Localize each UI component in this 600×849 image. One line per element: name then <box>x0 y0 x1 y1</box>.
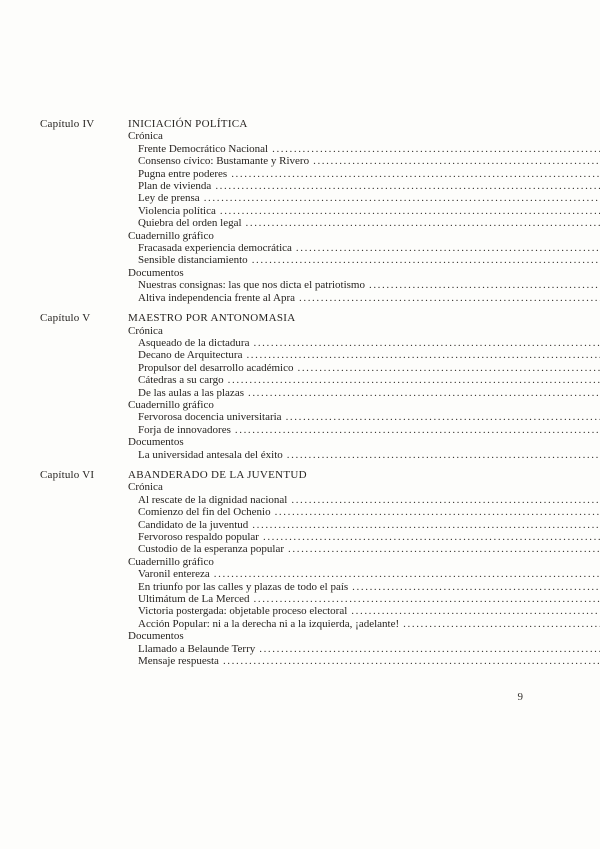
toc-chapter <box>40 312 524 461</box>
dot-leader <box>204 192 600 204</box>
dot-leader <box>223 655 600 667</box>
dot-leader <box>313 155 600 167</box>
chapter-label: Capítulo IV <box>40 118 95 130</box>
entry-title: Forja de innovadores <box>138 423 231 436</box>
section-heading: Cuadernillo gráfico <box>128 398 214 411</box>
dot-leader <box>288 543 600 555</box>
entry-title: Comienzo del fin del Ochenio <box>138 506 271 519</box>
entry-title: Varonil entereza <box>138 568 210 581</box>
toc-entry <box>128 593 600 605</box>
dot-leader <box>351 605 600 617</box>
dot-leader <box>246 217 600 229</box>
dot-leader <box>299 292 600 304</box>
entry-title: Altiva independencia frente al Apra <box>138 291 295 304</box>
toc-entry <box>128 254 600 266</box>
section-heading: Crónica <box>128 130 163 143</box>
dot-leader <box>286 411 600 423</box>
dot-leader <box>254 593 600 605</box>
entry-title: Quiebra del orden legal <box>138 217 242 230</box>
entry-title: La universidad antesala del éxito <box>138 448 283 461</box>
toc-entry <box>128 411 600 423</box>
chapter-label: Capítulo VI <box>40 468 95 481</box>
entry-title: De las aulas a las plazas <box>138 386 244 399</box>
toc-entry <box>128 519 600 531</box>
table-of-contents <box>40 118 524 667</box>
section-heading: Cuadernillo gráfico <box>128 229 214 242</box>
toc-entry <box>128 349 600 361</box>
dot-leader <box>275 506 600 518</box>
entry-title: Ultimátum de La Merced <box>138 593 250 606</box>
toc-entry <box>128 205 600 217</box>
dot-leader <box>291 494 600 506</box>
toc-entry <box>128 292 600 304</box>
dot-leader <box>263 531 600 543</box>
chapter-title: MAESTRO POR ANTONOMASIA <box>128 312 296 325</box>
dot-leader <box>369 279 600 291</box>
entry-title: Consenso cívico: Bustamante y Rivero <box>138 155 310 168</box>
dot-leader <box>287 449 600 461</box>
toc-entry <box>128 180 600 192</box>
chapter-title: INICIACIÓN POLÍTICA <box>128 118 248 130</box>
dot-leader <box>215 180 600 192</box>
toc-entry <box>128 531 600 543</box>
entry-title: Sensible distanciamiento <box>138 254 248 267</box>
section-heading: Crónica <box>128 324 163 337</box>
dot-leader <box>403 618 600 630</box>
section-heading: Cuadernillo gráfico <box>128 555 214 568</box>
toc-entry <box>128 217 600 229</box>
toc-entry <box>128 506 600 518</box>
chapter-content <box>128 469 600 668</box>
dot-leader <box>297 362 600 374</box>
dot-leader <box>220 205 600 217</box>
section-heading: Documentos <box>128 266 184 279</box>
section-heading: Documentos <box>128 630 184 643</box>
entry-title: Mensaje respuesta <box>138 655 219 668</box>
toc-entry <box>128 605 600 617</box>
entry-title: Acción Popular: ni a la derecha ni a la izquierda, ¡adelante! <box>138 617 400 630</box>
toc-entry <box>128 155 600 167</box>
dot-leader <box>246 349 600 361</box>
dot-leader <box>214 568 600 580</box>
entry-title: Violencia política <box>138 204 216 217</box>
toc-entry <box>128 424 600 436</box>
entry-title: Al rescate de la dignidad nacional <box>138 493 288 506</box>
entry-title: Propulsor del desarrollo académico <box>138 361 294 374</box>
entry-title: Llamado a Belaunde Terry <box>138 642 256 655</box>
dot-leader <box>231 168 600 180</box>
entry-title: Fervorosa docencia universitaria <box>138 411 282 424</box>
toc-entry <box>128 168 600 180</box>
toc-entry <box>128 449 600 461</box>
entry-title: Victoria postergada: objetable proceso electoral <box>138 605 348 618</box>
page-number-footer: 9 <box>517 691 523 703</box>
dot-leader <box>296 242 600 254</box>
section-heading: Documentos <box>128 436 184 449</box>
entry-title: Frente Democrático Nacional <box>138 142 269 155</box>
dot-leader <box>253 337 600 349</box>
entry-title: Plan de vivienda <box>138 180 212 193</box>
dot-leader <box>228 374 600 386</box>
entry-title: Nuestras consignas: las que nos dicta el patriotismo <box>138 279 365 292</box>
chapter-label: Capítulo V <box>40 312 91 325</box>
entry-title: Fracasada experiencia democrática <box>138 242 292 255</box>
entry-title: Ley de prensa <box>138 192 200 205</box>
entry-title: Candidato de la juventud <box>138 518 249 531</box>
toc-entry <box>128 387 600 399</box>
entry-title: Pugna entre poderes <box>138 167 228 180</box>
toc-entry <box>128 143 600 155</box>
toc-entry <box>128 655 600 667</box>
toc-entry <box>128 374 600 386</box>
chapter-content <box>128 118 600 304</box>
dot-leader <box>235 424 600 436</box>
entry-title: En triunfo por las calles y plazas de todo el país <box>138 580 349 593</box>
toc-entry <box>128 279 600 291</box>
toc-entry <box>128 494 600 506</box>
entry-title: Fervoroso respaldo popular <box>138 531 259 543</box>
toc-entry <box>128 362 600 374</box>
toc-entry <box>128 242 600 254</box>
dot-leader <box>352 581 600 593</box>
toc-entry <box>128 192 600 204</box>
toc-entry <box>128 543 600 555</box>
dot-leader <box>252 519 600 531</box>
entry-title: Cátedras a su cargo <box>138 374 224 387</box>
dot-leader <box>252 254 600 266</box>
chapter-content <box>128 312 600 461</box>
toc-entry <box>128 618 600 630</box>
section-heading: Crónica <box>128 481 163 494</box>
entry-title: Asqueado de la dictadura <box>138 336 250 349</box>
toc-entry <box>128 337 600 349</box>
toc-chapter <box>40 469 524 668</box>
toc-entry <box>128 643 600 655</box>
entry-title: Custodio de la esperanza popular <box>138 543 285 556</box>
toc-entry <box>128 581 600 593</box>
toc-chapter <box>40 118 524 304</box>
dot-leader <box>259 643 600 655</box>
dot-leader <box>272 143 600 155</box>
chapter-title: ABANDERADO DE LA JUVENTUD <box>128 468 307 481</box>
entry-title: Decano de Arquitectura <box>138 349 243 362</box>
toc-entry <box>128 568 600 580</box>
dot-leader <box>248 387 600 399</box>
